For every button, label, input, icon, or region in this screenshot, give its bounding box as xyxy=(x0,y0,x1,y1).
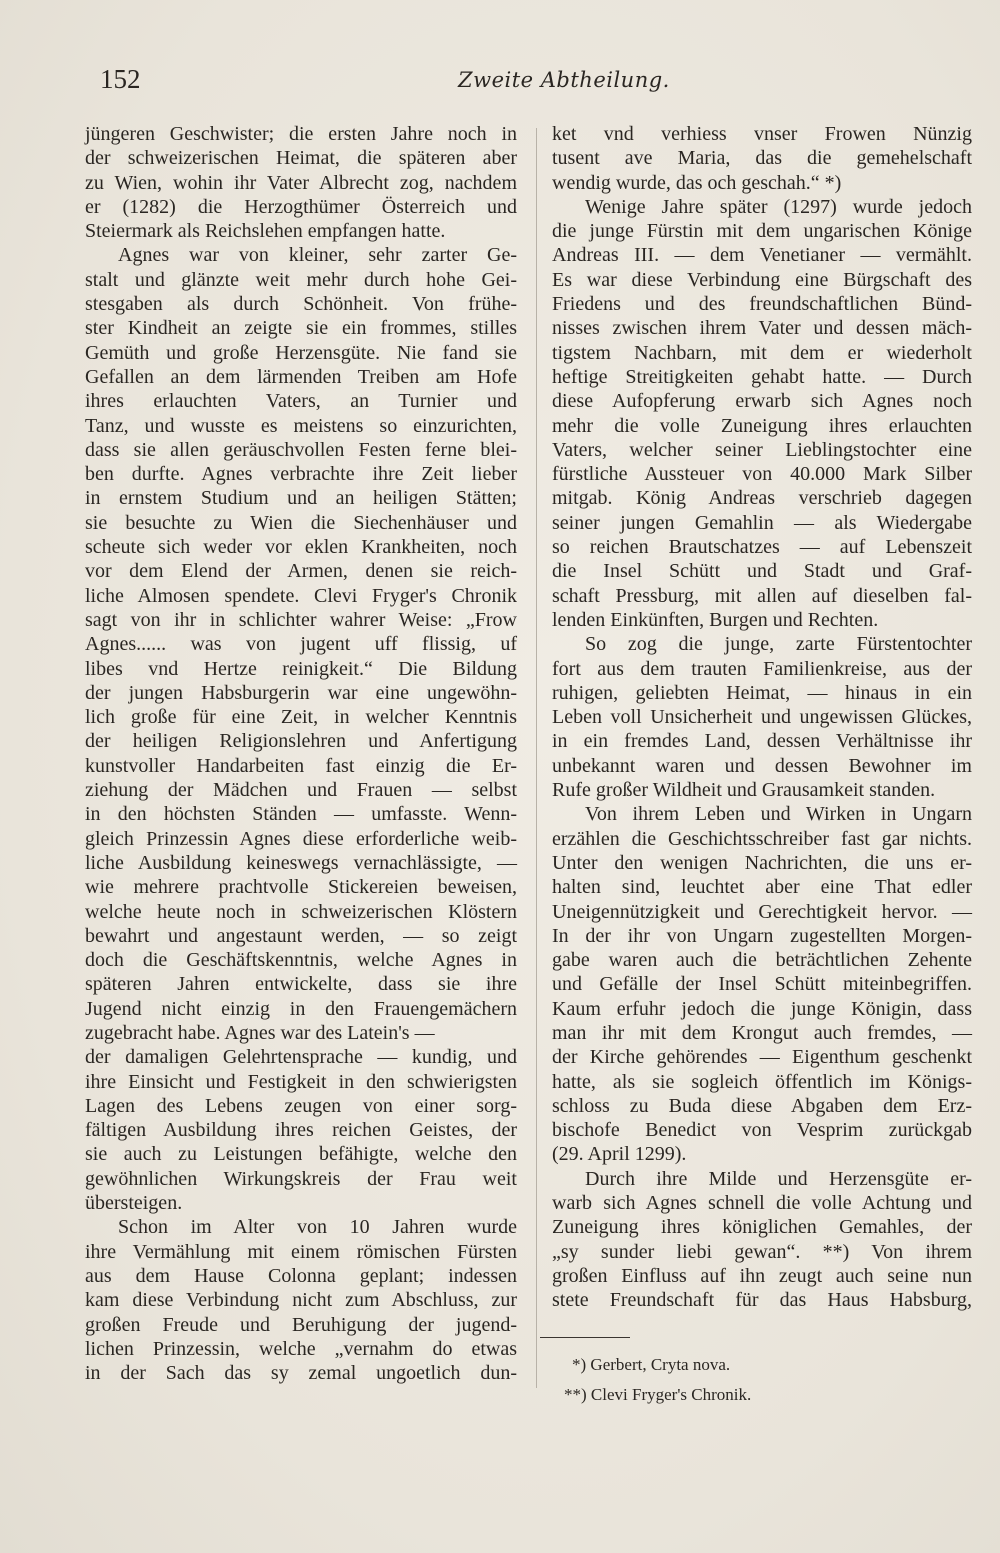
text-line: Zuneigung ihres königlichen Gemahles, der xyxy=(552,1216,972,1239)
text-line: jüngeren Geschwister; die ersten Jahre noch in xyxy=(85,123,517,145)
left-text-column xyxy=(85,122,517,1385)
text-line: Schon im Alter von 10 Jahren wurde xyxy=(118,1216,517,1239)
text-line: in ein fremdes Land, dessen Verhältnisse ihr xyxy=(552,730,972,753)
text-line: tusent ave Maria, das die gemehelschaft xyxy=(552,147,972,170)
text-line: Wenige Jahre später (1297) wurde jedoch xyxy=(585,195,972,218)
text-line: sagt von ihr in schlichter wahrer Weise: „Frow xyxy=(85,608,517,631)
text-line: heftige Streitigkeiten gehabt hatte. — Durch xyxy=(552,365,972,388)
text-line: „sy sunder liebi gewan“. **) Von ihrem xyxy=(552,1240,972,1263)
column-divider xyxy=(536,128,537,1388)
text-line: die junge Fürstin mit dem ungarischen Könige xyxy=(552,220,972,243)
text-line: Tanz, und wusste es meistens so einzurichten, xyxy=(85,414,517,437)
text-line: übersteigen. xyxy=(85,1192,183,1215)
running-head: Zweite Abtheilung. xyxy=(458,68,670,92)
text-line: fältigen Ausbildung ihres reichen Geistes, der xyxy=(85,1119,517,1142)
text-line: vor dem Elend der Armen, denen sie reich- xyxy=(85,560,517,583)
text-line: so reichen Brautschatzes — auf Lebenszeit xyxy=(552,536,972,559)
text-line: mehr die volle Zuneigung ihres erlauchten xyxy=(552,414,972,437)
text-line: liche Almosen spendete. Clevi Fryger's Chronik xyxy=(85,584,517,607)
text-line: doch die Geschäftskenntnis, welche Agnes in xyxy=(85,949,517,972)
text-line: ihres erlauchten Vaters, an Turnier und xyxy=(85,390,517,413)
text-line: (29. April 1299). xyxy=(552,1143,687,1166)
text-line: Steiermark als Reichslehen empfangen hatte. xyxy=(85,220,446,243)
text-line: Gemüth und große Herzensgüte. Nie fand sie xyxy=(85,341,517,364)
text-line: Kaum erfuhr jedoch die junge Königin, dass xyxy=(552,997,972,1020)
text-line: ben durfte. Agnes verbrachte ihre Zeit lieber xyxy=(85,463,517,486)
text-line: Von ihrem Leben und Wirken in Ungarn xyxy=(585,803,972,826)
right-text-column xyxy=(552,122,972,1313)
text-line: bischofe Benedict von Vesprim zurückgab xyxy=(552,1119,972,1142)
text-line: ster Kindheit an zeigte sie ein frommes, stilles xyxy=(85,317,517,340)
text-line: hatte, als sie sogleich öffentlich im Königs- xyxy=(552,1070,972,1093)
text-line: liche Ausbildung keineswegs vernachlässigte, — xyxy=(85,851,517,874)
text-line: großen Einfluss auf ihn zeugt auch seine nun xyxy=(552,1264,972,1287)
text-line: scheute sich weder vor eklen Krankheiten, noch xyxy=(85,536,517,559)
text-line: ziehung der Mädchen und Frauen — selbst xyxy=(85,779,517,802)
text-line: Uneigennützigkeit und Gerechtigkeit hervor. — xyxy=(552,900,972,923)
text-line: Gefallen an dem lärmenden Treiben am Hofe xyxy=(85,365,517,388)
text-line: Friedens und des freundschaftlichen Bünd- xyxy=(552,293,972,316)
text-line: gewöhnlichen Wirkungskreis der Frau weit xyxy=(85,1167,517,1190)
text-line: Agnes...... was von jugent uff flissig, uf xyxy=(85,633,517,656)
text-line: gleich Prinzessin Agnes diese erforderliche weib- xyxy=(85,827,517,850)
text-line: stesgaben als durch Schönheit. Von frühe- xyxy=(85,293,517,316)
text-line: Leben voll Unsicherheit und ungewissen Glückes, xyxy=(552,706,972,729)
text-line: warb sich Agnes schnell die volle Achtung und xyxy=(552,1192,972,1215)
text-line: Andreas III. — dem Venetianer — vermählt. xyxy=(552,244,972,267)
text-line: lich große für eine Zeit, in welcher Kenntnis xyxy=(85,706,517,729)
text-line: dass sie allen geräuschvollen Festen ferne blei- xyxy=(85,438,517,461)
text-line: schaft Pressburg, mit allen auf dieselben fal- xyxy=(552,584,972,607)
text-line: in der Sach das sy zemal ungoetlich dun- xyxy=(85,1362,517,1385)
text-line: ruhigen, geliebten Heimat, — hinaus in ein xyxy=(552,681,972,704)
text-line: in den höchsten Ständen — umfasste. Wenn- xyxy=(85,803,517,826)
text-line: zu Wien, wohin ihr Vater Albrecht zog, nachdem xyxy=(85,171,517,194)
text-line: erzählen die Geschichtsschreiber fast gar nichts. xyxy=(552,827,972,850)
text-line: großen Freude und Beruhigung der jugend- xyxy=(85,1313,517,1336)
text-line: Es war diese Verbindung eine Bürgschaft des xyxy=(552,268,972,291)
text-line: zugebracht habe. Agnes war des Latein's — xyxy=(85,1021,435,1044)
text-line: man ihr mit dem Krongut auch fremdes, — xyxy=(552,1021,972,1044)
text-line: kam diese Verbindung nicht zum Abschluss, zur xyxy=(85,1289,517,1312)
text-line: welche heute noch in schweizerischen Klöstern xyxy=(85,900,517,923)
text-line: sie auch zu Leistungen befähigte, welche den xyxy=(85,1143,517,1166)
text-line: wendig wurde, das och geschah.“ *) xyxy=(552,171,842,194)
text-line: der jungen Habsburgerin war eine ungewöhn- xyxy=(85,681,517,704)
text-line: kunstvoller Handarbeiten fast einzig die Er- xyxy=(85,754,517,777)
text-line: Agnes war von kleiner, sehr zarter Ge- xyxy=(118,244,517,267)
text-line: libes vnd Hertze reinigkeit.“ Die Bildung xyxy=(85,657,517,680)
text-line: der damaligen Gelehrtensprache — kundig, und xyxy=(85,1046,517,1069)
text-line: lenden Einkünften, Burgen und Rechten. xyxy=(552,608,879,631)
text-line: fort aus dem trauten Familienkreise, aus der xyxy=(552,657,972,680)
footnote-2: **) Clevi Fryger's Chronik. xyxy=(564,1385,752,1404)
page-number: 152 xyxy=(100,64,141,94)
text-line: stalt und glänzte weit mehr durch hohe Gei- xyxy=(85,268,517,291)
text-line: die Insel Schütt und Stadt und Graf- xyxy=(552,560,972,583)
text-line: stete Freundschaft für das Haus Habsburg, xyxy=(552,1289,972,1312)
text-line: So zog die junge, zarte Fürstentochter xyxy=(585,633,972,656)
text-line: Vaters, welcher seiner Lieblingstochter eine xyxy=(552,438,972,461)
text-line: ihre Vermählung mit einem römischen Fürsten xyxy=(85,1240,517,1263)
text-line: bewahrt und angestaunt werden, — so zeigt xyxy=(85,924,517,947)
text-line: und Gefälle der Insel Schütt miteinbegriffen. xyxy=(552,973,972,996)
text-line: halten sind, leuchtet aber eine That edler xyxy=(552,876,972,899)
text-line: er (1282) die Herzogthümer Österreich und xyxy=(85,195,517,218)
text-line: nisses zwischen ihrem Vater und dessen mäch- xyxy=(552,317,972,340)
text-line: Lagen des Lebens zeugen von einer sorg- xyxy=(85,1094,517,1117)
text-line: tigstem Nachbarn, mit dem er wiederholt xyxy=(552,341,972,364)
text-line: der schweizerischen Heimat, die späteren aber xyxy=(85,147,517,170)
text-line: der Kirche gehörendes — Eigenthum geschenkt xyxy=(552,1046,972,1069)
text-line: unbekannt waren und dessen Bewohner im xyxy=(552,754,972,777)
text-line: Rufe großer Wildheit und Grausamkeit standen. xyxy=(552,779,936,802)
text-line: In der ihr von Ungarn zugestellten Morgen- xyxy=(552,924,972,947)
text-line: seiner jungen Gemahlin — als Wiedergabe xyxy=(552,511,972,534)
text-line: diese Aufopferung erwarb sich Agnes noch xyxy=(552,390,972,413)
text-line: schloss zu Buda diese Abgaben dem Erz- xyxy=(552,1094,972,1117)
text-line: Jugend nicht einzig in den Frauengemächern xyxy=(85,997,517,1020)
text-line: aus dem Hause Colonna geplant; indessen xyxy=(85,1264,517,1287)
footnote-1: *) Gerbert, Cryta nova. xyxy=(572,1355,731,1374)
text-line: Unter den wenigen Nachrichten, die uns er- xyxy=(552,851,972,874)
footnote-rule xyxy=(540,1337,630,1338)
text-line: gabe waren auch die beträchtlichen Zehente xyxy=(552,949,972,972)
text-line: lichen Prinzessin, welche „vernahm do etwas xyxy=(85,1337,517,1360)
text-line: wie mehrere prachtvolle Stickereien beweisen, xyxy=(85,876,517,899)
text-line: ihre Einsicht und Festigkeit in den schwierigsten xyxy=(85,1070,517,1093)
text-line: ket vnd verhiess vnser Frowen Nünzig xyxy=(552,123,972,145)
text-line: mitgab. König Andreas verschrieb dagegen xyxy=(552,487,972,510)
text-line: sie besuchte zu Wien die Siechenhäuser und xyxy=(85,511,517,534)
text-line: späteren Jahren entwickelte, dass sie ihre xyxy=(85,973,517,996)
text-line: der heiligen Religionslehren und Anfertigung xyxy=(85,730,517,753)
text-line: in ernstem Studium und an heiligen Stätten; xyxy=(85,487,517,510)
text-line: fürstliche Aussteuer von 40.000 Mark Silber xyxy=(552,463,972,486)
text-line: Durch ihre Milde und Herzensgüte er- xyxy=(585,1167,972,1190)
